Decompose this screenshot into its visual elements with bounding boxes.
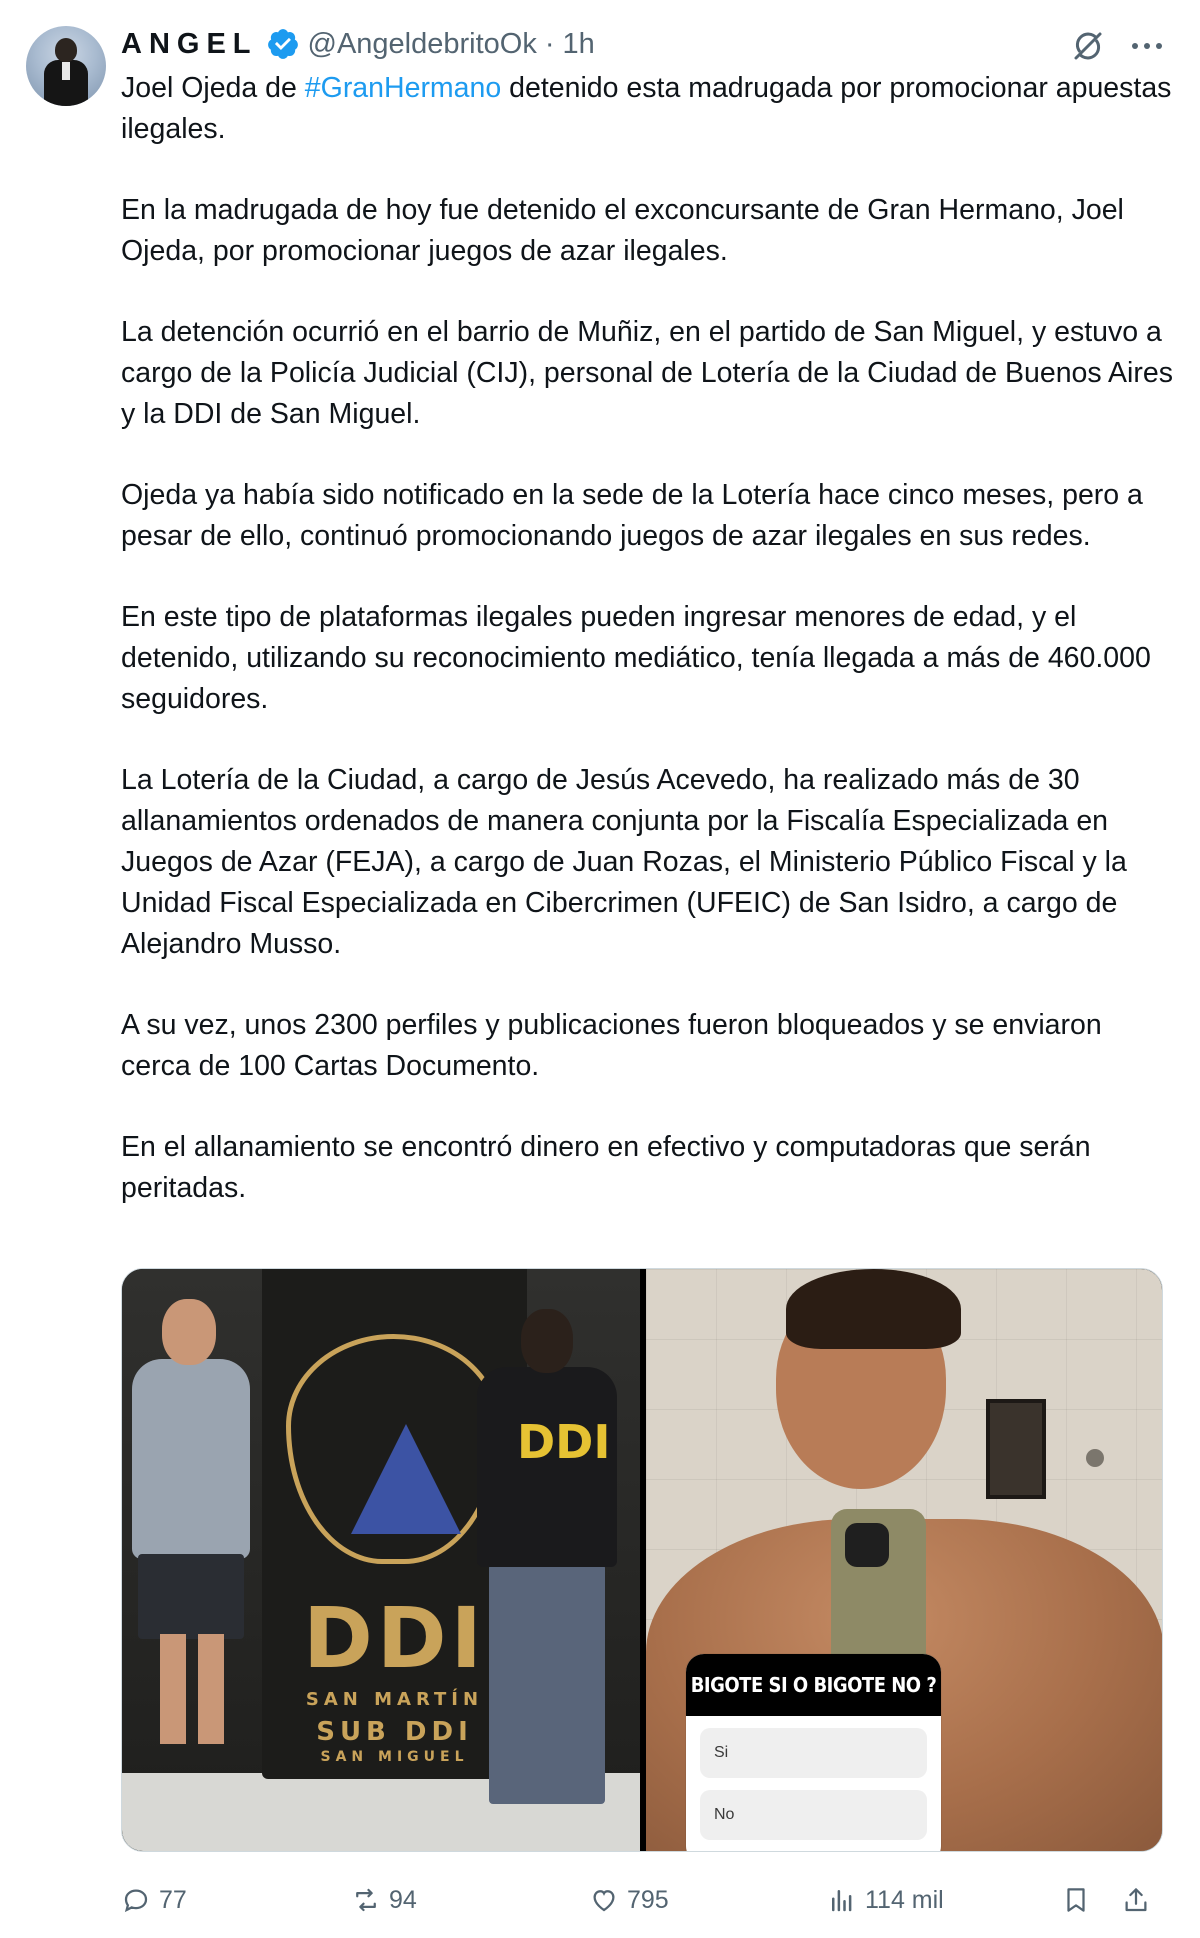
views-button[interactable]	[827, 1880, 944, 1920]
photo-arrest[interactable]	[122, 1269, 640, 1852]
banner-line2: SUB DDI	[316, 1717, 473, 1747]
views-icon	[827, 1885, 857, 1915]
paragraph-7: A su vez, unos 2300 perfiles y publicaciones fueron bloqueados y se enviaron cerca de 100 Cartas Documento.	[121, 1009, 1110, 1082]
author-handle[interactable]: @AngeldebritoOk	[307, 27, 537, 60]
more-icon[interactable]	[1128, 28, 1166, 64]
paragraph-4: Ojeda ya había sido notificado en la sede de la Lotería hace cinco meses, pero a pesar de ello, continuó promocionando juegos de azar ilegales en sus redes.	[121, 479, 1151, 552]
police-shield-emblem	[286, 1334, 501, 1564]
separator-dot: ·	[544, 27, 555, 60]
author-name[interactable]: ANGEL	[121, 27, 258, 60]
timestamp[interactable]: 1h	[562, 27, 595, 60]
like-count: 795	[627, 1885, 669, 1914]
detained-person	[132, 1299, 250, 1819]
paragraph-8: En el allanamiento se encontró dinero en efectivo y computadoras que serán peritadas.	[121, 1131, 1099, 1204]
verified-badge-icon	[266, 27, 300, 61]
paragraph-2: En la madrugada de hoy fue detenido el exconcursante de Gran Hermano, Joel Ojeda, por promocionar juegos de azar ilegales.	[121, 194, 1132, 267]
repost-icon	[351, 1885, 381, 1915]
tweet-header	[121, 24, 595, 64]
repost-button[interactable]	[351, 1880, 417, 1920]
paragraph-6: La Lotería de la Ciudad, a cargo de Jesús Acevedo, ha realizado más de 30 allanamientos ordenados de manera conjunta por la Fiscalía Especializada en Juegos de Azar (FEJA), a cargo de Juan Rozas, el Ministerio Público Fiscal y la Unidad Fiscal Especializada en Cibercrimen (UFEIC) de San Isidro, a cargo de Alejandro Musso.	[121, 764, 1135, 960]
views-count: 114 mil	[865, 1885, 944, 1914]
photo-selfie[interactable]	[646, 1269, 1163, 1852]
share-button[interactable]	[1121, 1880, 1151, 1920]
paragraph-1: Joel Ojeda de #GranHermano detenido esta madrugada por promocionar apuestas ilegales.	[121, 72, 1180, 145]
share-icon	[1121, 1885, 1151, 1915]
story-poll	[686, 1654, 941, 1852]
ddi-officer	[477, 1309, 617, 1809]
officer-shirt-text: DDI	[517, 1415, 611, 1469]
poll-question: BIGOTE SI O BIGOTE NO ?	[686, 1654, 941, 1716]
tweet-text	[121, 68, 1181, 1249]
avatar[interactable]	[26, 26, 106, 106]
reply-count: 77	[159, 1885, 187, 1914]
banner-title: DDI	[303, 1589, 486, 1687]
action-bar	[121, 1880, 1176, 1920]
poll-option-si: Si	[700, 1728, 927, 1778]
like-icon	[589, 1885, 619, 1915]
like-button[interactable]	[589, 1880, 669, 1920]
poll-option-no: No	[700, 1790, 927, 1840]
banner-line1: SAN MARTÍN	[305, 1689, 484, 1710]
paragraph-3: La detención ocurrió en el barrio de Muñiz, en el partido de San Miguel, y estuvo a cargo de la Policía Judicial (CIJ), personal de Lotería de la Ciudad de Buenos Aires y la DDI de San Miguel.	[121, 316, 1181, 430]
grok-icon[interactable]	[1070, 28, 1106, 64]
banner-line3: SAN MIGUEL	[320, 1749, 469, 1765]
bookmark-icon	[1061, 1885, 1091, 1915]
reply-button[interactable]	[121, 1880, 187, 1920]
reply-icon	[121, 1885, 151, 1915]
hashtag-link[interactable]: #GranHermano	[304, 72, 502, 104]
paragraph-5: En este tipo de plataformas ilegales pueden ingresar menores de edad, y el detenido, utilizando su reconocimiento mediático, tenía llegada a más de 460.000 seguidores.	[121, 601, 1159, 715]
repost-count: 94	[389, 1885, 417, 1914]
media-grid	[121, 1268, 1163, 1852]
bookmark-button[interactable]	[1061, 1880, 1091, 1920]
